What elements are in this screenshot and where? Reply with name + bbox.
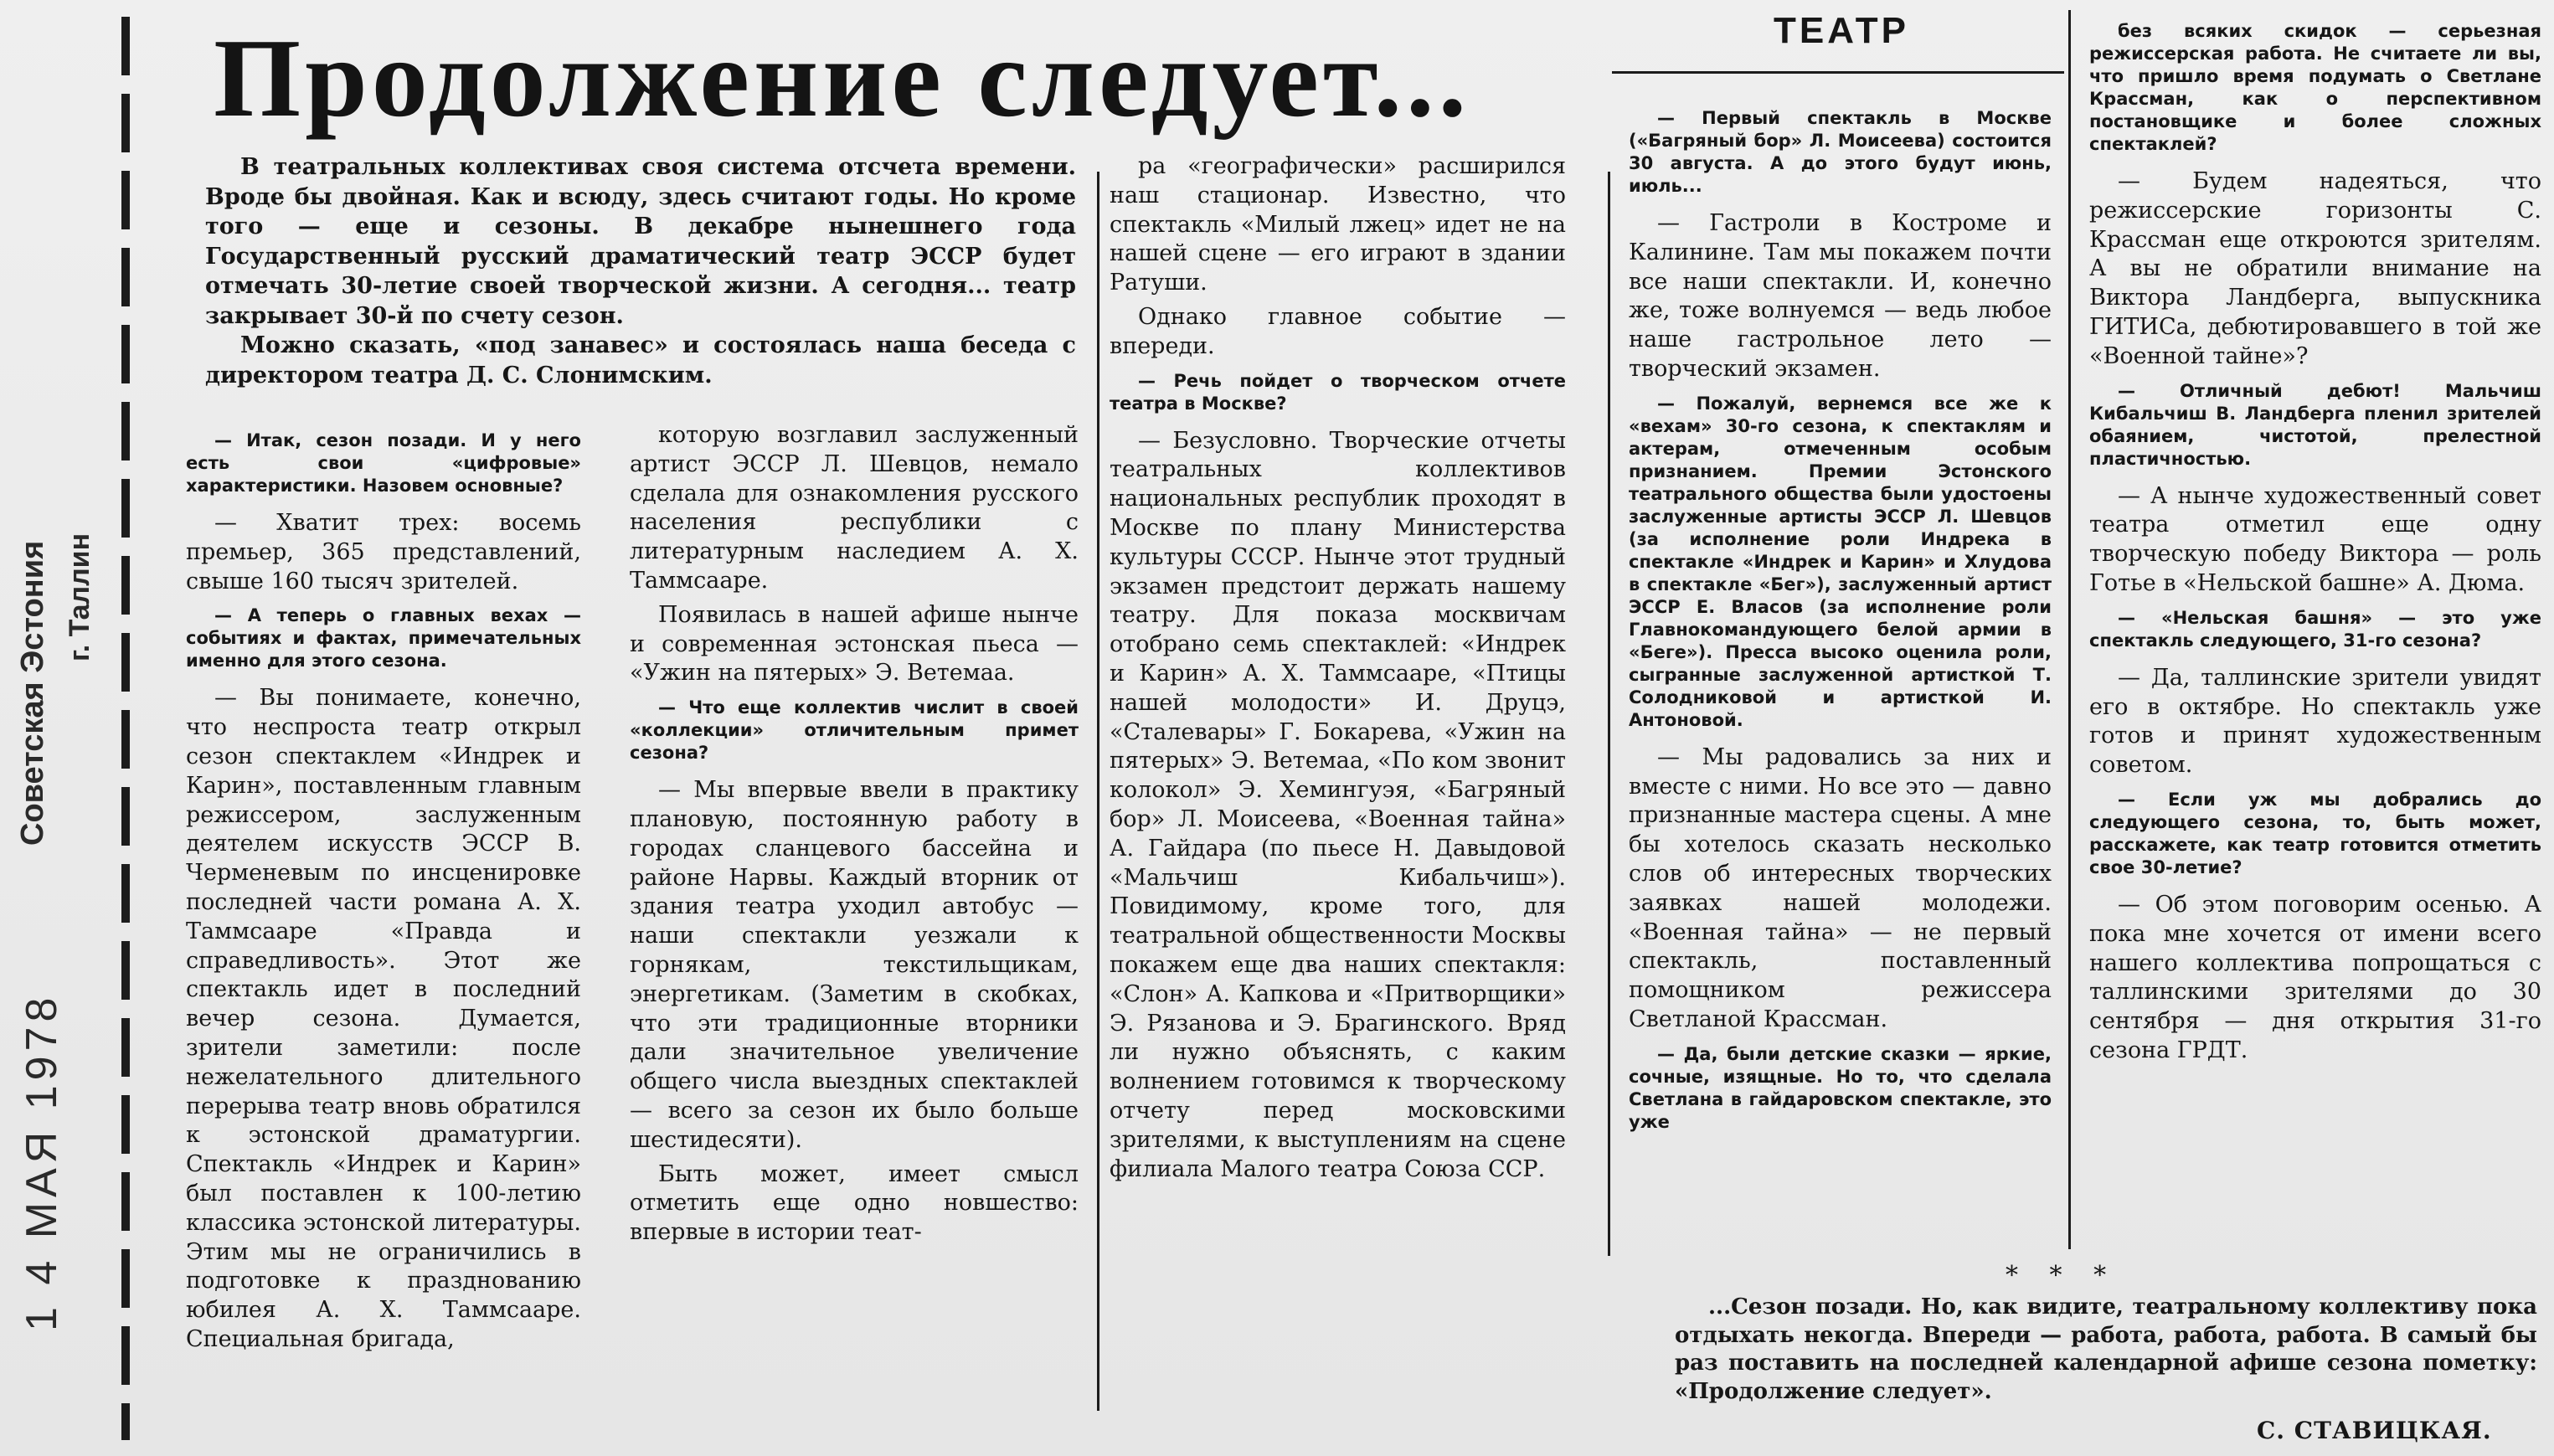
- interview-answer: — Мы впервые ввели в практику плановую, постоянную работу в городах сланцевого бассейна и районе Нарвы. Каждый вторник от здания театра уходил автобус — наши спектакли уезжали к горнякам, текстильщикам, энергетикам. (Заметим в скобках, что эти традиционные вторники дали значительное увеличение общего числа выездных спектаклей — всего за сезон их было больше шестидесяти).: [630, 777, 1079, 1153]
- interview-question: — Пожалуй, вернемся все же к «вехам» 30-го сезона, к спектаклям и актерам, отмеченным особым признанием. Премии Эстонского театрального общества были удостоены заслуженные артисты ЭССР Л. Шевцов (за исполнение роли Индрека в спектакле «Индрек и Карин» и Хлудова в спектакле «Бег»), заслуженный артист ЭССР Е. Власов (за исполнение роли Главнокомандующего белой армии в «Беге»). Пресса высоко оценила роли, сыгранные заслуженной артисткой Т. Солодниковой и артисткой И. Антоновой.: [1629, 393, 2052, 730]
- left-border-rule: [121, 17, 130, 1440]
- closing-paragraph: [1675, 1294, 2537, 1406]
- text-column-1: [186, 421, 581, 1451]
- source-city-note: г. Таллин: [64, 532, 95, 661]
- interview-answer: которую возглавил заслуженный артист ЭССР Л. Шевцов, немало сделала для ознакомления русского населения республики с литературным наследием А. Х. Таммсааре.: [630, 422, 1079, 594]
- interview-question: — Отличный дебют! Мальчиш Кибальчиш В. Ландберга пленил зрителей обаянием, чистотой, прелестной пластичностью.: [2089, 380, 2541, 469]
- article-lead: [205, 152, 1076, 390]
- interview-answer: — Мы радовались за них и вместе с ними. Но все это — давно признанные мастера сцены. А мне бы хотелось сказать несколько слов об интересных творческих заявках нашей молодежи. «Военная тайна» — не первый спектакль, поставленный помощником режиссера Светланой Крассман.: [1629, 743, 2052, 1032]
- column-divider: [2068, 10, 2071, 1249]
- interview-question: — Речь пойдет о творческом отчете театра в Москве?: [1110, 370, 1566, 414]
- interview-question: — А теперь о главных вехах — событиях и фактах, примечательных именно для этого сезона.: [186, 605, 581, 671]
- lead-paragraph: В театральных коллективах своя система отсчета времени. Вроде бы двойная. Как и всюду, здесь считают годы. Но кроме того — еще и сезоны. В декабре нынешнего года Государственный русский драматический театр ЭССР будет отмечать 30-летие своей творческой жизни. А сегодня... театр закрывает 30-й по счету сезон.: [205, 154, 1076, 329]
- interview-answer: — Вы понимаете, конечно, что неспроста театр открыл сезон спектаклем «Индрек и Карин», поставленным главным режиссером, заслуженным деятелем искусств ЭССР В. Черменевым по инсценировке последней части романа А. Х. Таммсааре «Правда и справедливость». Этот же спектакль идет в последний вечер сезона. Думается, зрители заметили: после нежелательного длительного перерыва театр вновь обратился к эстонской драматургии. Спектакль «Индрек и Карин» был поставлен к 100-летию классика эстонской литературы. Этим мы не ограничились в подготовке к празднованию юбилея А. Х. Таммсааре. Специальная бригада,: [186, 685, 581, 1352]
- interview-question: — Что еще коллектив числит в своей «коллекции» отличительным примет сезона?: [630, 697, 1079, 764]
- interview-answer: — Будем надеяться, что режиссерские горизонты С. Крассман еще откроются зрителям. А вы не обратили внимание на Виктора Ландберга, выпускника ГИТИСа, дебютировавшего в той же «Военной тайне»?: [2089, 168, 2541, 369]
- interview-question: — Первый спектакль в Москве («Багряный бор» Л. Моисеева) состоится 30 августа. А до этого будут июнь, июль...: [1629, 108, 2052, 196]
- lead-paragraph: Можно сказать, «под занавес» и состоялась наша беседа с директором театра Д. С. Слонимским.: [205, 332, 1076, 388]
- article-headline: Продолжение следует...: [214, 16, 1471, 140]
- interview-answer: Появилась в нашей афише нынче и современная эстонская пьеса — «Ужин на пятерых» Э. Ветемаа.: [630, 601, 1079, 687]
- interview-answer: ра «географически» расширился наш стационар. Известно, что спектакль «Милый лжец» идет не на нашей сцене — его играют в здании Ратуши.: [1110, 153, 1566, 296]
- text-column-5: [2089, 12, 2541, 1251]
- rubric-rule: [1612, 71, 2064, 74]
- interview-answer: — Об этом поговорим осенью. А пока мне хочется от имени всего нашего коллектива попрощаться с таллинскими зрителями до 30 сентября — дня открытия 31-го сезона ГРДТ.: [2089, 891, 2541, 1063]
- interview-answer: — А нынче художественный совет театра отметил еще одну творческую победу Виктора — роль Готье в «Нельской башне» А. Дюма.: [2089, 482, 2541, 596]
- interview-answer: — Безусловно. Творческие отчеты театральных коллективов национальных республик проходят в Москве по плану Министерства культуры СССР. Нынче этот трудный экзамен предстоит держать нашему театру. Для показа москвичам отобрано семь спектаклей: «Индрек и Карин» А. Х. Таммсааре, «Птицы нашей молодости» И. Друцэ, «Сталевары» Г. Бокарева, «Ужин на пятерых» Э. Ветемаа, «По ком звонит колокол» Э. Хемингуэя, «Багряный бор» Л. Моисеева, «Военная тайна» А. Гайдара (по пьесе Н. Давыдовой «Мальчиш Кибальчиш»). Повидимому, кроме того, для театральной общественности Москвы покажем еще два наших спектакля: «Слон» А. Капкова и «Притворщики» Э. Рязанова и Э. Брагинского. Вряд ли нужно объяснять, с каким волнением готовимся к творческому отчету перед московскими зрителями, к выступлениям на сцене филиала Малого театра Союза ССР.: [1110, 427, 1566, 1182]
- source-newspaper-note: Советская Эстония: [15, 540, 50, 846]
- interview-answer: — Да, таллинские зрители увидят его в октябре. Но спектакль уже готов и принят художественным советом.: [2089, 664, 2541, 779]
- date-stamp: 1 4 МАЯ 1978: [18, 992, 66, 1331]
- section-separator: * * *: [2006, 1261, 2119, 1290]
- interview-question: — Итак, сезон позади. И у него есть свои «цифровые» характеристики. Назовем основные?: [186, 430, 581, 496]
- interview-question: — Если уж мы добрались до следующего сезона, то, быть может, расскажете, как театр готовится отметить свое 30-летие?: [2089, 789, 2541, 877]
- interview-answer: — Гастроли в Костроме и Калинине. Там мы покажем почти все наши спектакли. И, конечно же, тоже волнуемся — ведь любое наше гастрольное лето — творческий экзамен.: [1629, 210, 2052, 382]
- text-column-2: [630, 421, 1079, 1451]
- author-signature: С. СТАВИЦКАЯ.: [2257, 1417, 2492, 1444]
- interview-answer: Однако главное событие — впереди.: [1110, 303, 1566, 359]
- interview-answer: Быть может, имеет смысл отметить еще одно новшество: впервые в истории теат-: [630, 1160, 1079, 1246]
- section-rubric: ТЕАТР: [1774, 10, 1910, 51]
- interview-answer: — Хватит трех: восемь премьер, 365 представлений, свыше 160 тысяч зрителей.: [186, 510, 581, 594]
- column-divider: [1608, 172, 1610, 1256]
- interview-question: без всяких скидок — серьезная режиссерская работа. Не считаете ли вы, что пришло время подумать о Светлане Крассман, как о перспективном постановщике и более сложных спектаклей?: [2089, 21, 2541, 154]
- closing-text: ...Сезон позади. Но, как видите, театральному коллективу пока отдыхать некогда. Впереди — работа, работа, работа. В самый бы раз поставить на последней календарной афише сезона пометку: «Продолжение следует».: [1675, 1294, 2537, 1404]
- column-divider: [1097, 172, 1099, 1411]
- text-column-4: [1629, 99, 2052, 1250]
- text-column-3: [1110, 152, 1566, 1450]
- interview-question: — Да, были детские сказки — яркие, сочные, изящные. Но то, что сделала Светлана в гайдаровском спектакле, это уже: [1629, 1043, 2052, 1132]
- interview-question: — «Нельская башня» — это уже спектакль следующего, 31-го сезона?: [2089, 607, 2541, 651]
